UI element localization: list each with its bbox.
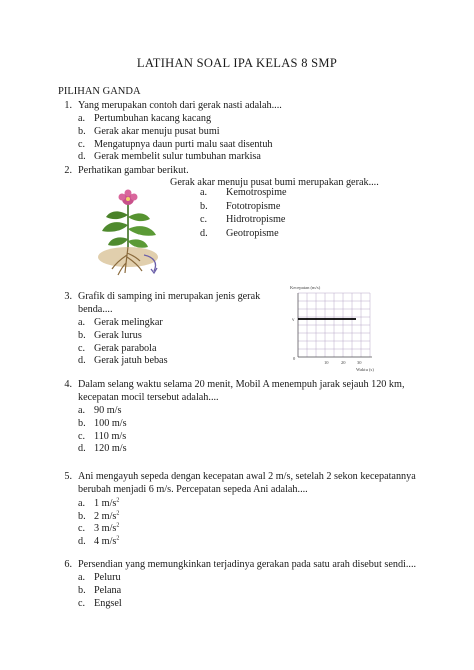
option-label: d.: [78, 535, 86, 547]
plant-root-illustration: [96, 185, 162, 277]
option-text: Hidrotropisme: [226, 214, 286, 226]
question-text: Yang merupakan contoh dari gerak nasti adalah....: [78, 100, 282, 111]
option-text: Engsel: [94, 597, 122, 609]
option-c[interactable]: [200, 214, 330, 228]
option-label: c.: [78, 523, 86, 535]
option-text: 110 m/s: [94, 430, 127, 442]
question-number: 2.: [64, 165, 72, 176]
graph-x-tick: 20: [341, 360, 346, 365]
option-text: Pertumbuhan kacang kacang: [94, 113, 212, 124]
option-b[interactable]: [200, 201, 330, 215]
option-label: b.: [78, 329, 86, 341]
option-text: Gerak akar menuju pusat bumi: [94, 125, 220, 137]
graph-x-tick: 10: [324, 360, 329, 365]
option-text: Pelana: [94, 584, 122, 596]
option-exponent: 2: [116, 535, 120, 542]
option-label: b.: [78, 125, 86, 137]
graph-xlabel: Waktu (s): [356, 367, 374, 372]
graph-ylabel: Kecepatan (m/s): [290, 285, 321, 290]
question-1: [58, 99, 418, 169]
option-text: 90 m/s: [94, 405, 122, 416]
option-label: c.: [78, 138, 86, 150]
leaf: [128, 239, 148, 247]
question-number: 6.: [64, 559, 72, 570]
option-label: c.: [200, 214, 208, 226]
question-text: Grafik di samping ini merupakan jenis gerak: [78, 291, 261, 302]
question-2-options: [200, 187, 330, 241]
option-label: d.: [78, 151, 86, 163]
option-exponent: 2: [116, 522, 120, 529]
option-text: Gerak jatuh bebas: [94, 355, 168, 367]
option-text: Geotropisme: [226, 227, 279, 239]
option-label: b.: [200, 200, 208, 212]
question-number: 5.: [64, 471, 72, 482]
option-label: d.: [78, 355, 86, 367]
option-label: d.: [78, 443, 86, 455]
graph-grid: [298, 293, 370, 357]
leaf: [128, 213, 150, 221]
option-label: d.: [200, 227, 208, 239]
option-label: b.: [78, 417, 86, 429]
question-number: 4.: [64, 379, 72, 390]
question-number: 1.: [64, 100, 72, 111]
option-label: c.: [78, 342, 86, 354]
graph-origin: 0: [293, 356, 296, 361]
option-exponent: 2: [116, 510, 120, 517]
option-label: a.: [78, 498, 86, 509]
question-text-line-2: berubah menjadi 6 m/s. Percepatan sepeda Ani adalah....: [78, 484, 308, 495]
option-label: c.: [78, 430, 86, 442]
question-3: [58, 290, 298, 370]
option-label: c.: [78, 597, 86, 609]
option-text: Gerak melingkar: [94, 317, 163, 328]
option-text: Fototropisme: [226, 200, 281, 212]
option-text: 100 m/s: [94, 417, 127, 429]
flower-petal: [131, 194, 138, 201]
question-text: Persendian yang memungkinkan terjadinya gerakan pada satu arah disebut sendi....: [78, 559, 417, 570]
option-text: 4 m/s: [94, 535, 117, 547]
question-text: Dalam selang waktu selama 20 menit, Mobil A menempuh jarak sejauh 120 km,: [78, 379, 405, 390]
question-text: Perhatikan gambar berikut.: [78, 165, 189, 176]
option-exponent: 2: [116, 497, 120, 504]
graph-y-tick: v: [292, 318, 295, 323]
leaf: [108, 237, 128, 245]
option-d[interactable]: [200, 228, 330, 242]
question-number: 3.: [64, 291, 72, 302]
option-text: 120 m/s: [94, 443, 127, 455]
flower-center: [126, 197, 130, 201]
option-text: Peluru: [94, 572, 121, 583]
question-5: [58, 470, 458, 550]
option-text: Kemotrospime: [226, 187, 287, 198]
option-text: 2 m/s: [94, 510, 117, 522]
question-text: Ani mengayuh sepeda dengan kecepatan awal 2 m/s, setelah 2 sekon kecepatannya: [78, 471, 416, 482]
option-label: a.: [78, 572, 86, 583]
flower-petal: [125, 190, 132, 197]
question-4: [58, 378, 458, 458]
leaf: [128, 226, 156, 236]
velocity-time-graph: [286, 283, 386, 373]
leaf: [106, 211, 128, 219]
question-2-subtext: Gerak akar menuju pusat bumi merupakan gerak....: [170, 177, 379, 188]
option-label: a.: [78, 113, 86, 124]
section-heading: PILIHAN GANDA: [58, 86, 141, 97]
option-label: a.: [200, 187, 208, 198]
option-text: Gerak lurus: [94, 329, 142, 341]
leaf: [102, 222, 128, 232]
question-text-line-2: kecepatan mocil tersebut adalah....: [78, 392, 219, 403]
option-text: Gerak membelit sulur tumbuhan markisa: [94, 151, 261, 163]
question-text-line-2: benda....: [78, 304, 113, 315]
option-label: b.: [78, 584, 86, 596]
option-text: 1 m/s: [94, 498, 117, 509]
option-label: b.: [78, 510, 86, 522]
option-label: a.: [78, 317, 86, 328]
option-text: Gerak parabola: [94, 342, 157, 354]
option-text: Mengatupnya daun purti malu saat disentuh: [94, 138, 273, 150]
option-a[interactable]: [200, 187, 330, 201]
option-label: a.: [78, 405, 86, 416]
graph-x-tick: 30: [357, 360, 362, 365]
question-6: [58, 558, 458, 618]
option-text: 3 m/s: [94, 523, 117, 535]
flower-petal: [119, 194, 126, 201]
page-title: LATIHAN SOAL IPA KELAS 8 SMP: [136, 56, 338, 70]
